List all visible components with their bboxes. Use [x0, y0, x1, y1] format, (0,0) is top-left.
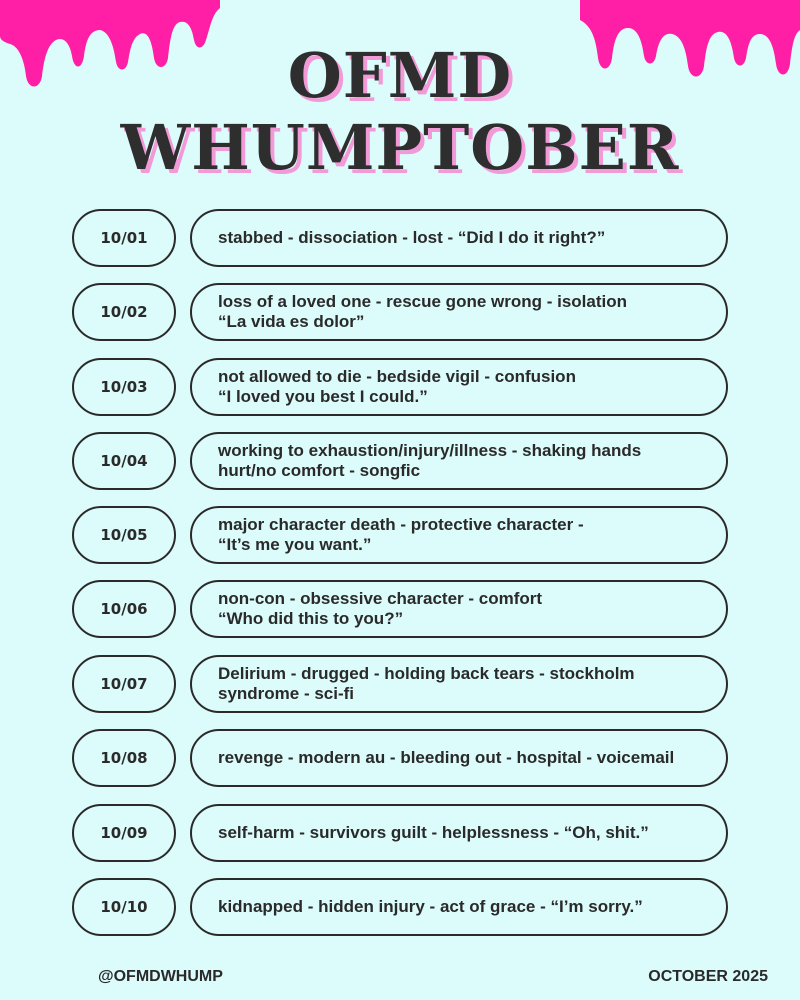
date-pill: 10/04	[72, 432, 176, 490]
footer-date: OCTOBER 2025	[648, 968, 768, 985]
prompt-row	[72, 804, 728, 866]
prompt-text: stabbed - dissociation - lost - “Did I do it right?”	[218, 228, 606, 247]
prompt-pill	[190, 878, 728, 936]
date-pill: 10/06	[72, 580, 176, 638]
prompt-pill	[190, 358, 728, 416]
page-title-line-1: OFMD	[287, 39, 513, 112]
prompt-row	[72, 655, 728, 717]
prompt-pill	[190, 580, 728, 638]
prompt-row	[72, 878, 728, 940]
footer-handle: @OFMDWHUMP	[98, 968, 223, 985]
prompt-pill	[190, 506, 728, 564]
date-pill: 10/05	[72, 506, 176, 564]
prompt-pill	[190, 655, 728, 713]
prompt-pill	[190, 209, 728, 267]
prompt-text: “I loved you best I could.”	[218, 387, 428, 406]
prompt-text: major character death - protective character -	[218, 515, 584, 534]
date-pill: 10/02	[72, 283, 176, 341]
prompt-row	[72, 358, 728, 420]
date-pill: 10/07	[72, 655, 176, 713]
prompt-pill	[190, 432, 728, 490]
prompt-text: working to exhaustion/injury/illness - shaking hands	[218, 441, 642, 460]
prompt-text: Delirium - drugged - holding back tears - stockholm	[218, 664, 635, 683]
date-pill: 10/01	[72, 209, 176, 267]
prompt-text: loss of a loved one - rescue gone wrong - isolation	[218, 292, 628, 311]
prompt-row	[72, 432, 728, 494]
prompt-pill	[190, 729, 728, 787]
prompt-text: hurt/no comfort - songfic	[218, 461, 421, 480]
date-pill: 10/10	[72, 878, 176, 936]
prompt-text: “La vida es dolor”	[218, 312, 365, 331]
prompt-text: non-con - obsessive character - comfort	[218, 589, 543, 608]
prompt-text: syndrome - sci-fi	[218, 684, 355, 703]
prompt-pill	[190, 804, 728, 862]
prompt-pill	[190, 283, 728, 341]
prompt-row	[72, 580, 728, 642]
prompt-text: “It’s me you want.”	[218, 535, 372, 554]
prompt-text: “Who did this to you?”	[218, 609, 404, 628]
date-pill: 10/08	[72, 729, 176, 787]
prompt-text: revenge - modern au - bleeding out - hospital - voicemail	[218, 748, 675, 767]
prompt-row	[72, 283, 728, 345]
prompt-text: kidnapped - hidden injury - act of grace - “I’m sorry.”	[218, 897, 643, 916]
prompt-text: self-harm - survivors guilt - helplessness - “Oh, shit.”	[218, 823, 649, 842]
prompt-row	[72, 506, 728, 568]
prompt-text: not allowed to die - bedside vigil - confusion	[218, 367, 576, 386]
date-pill: 10/09	[72, 804, 176, 862]
page-title-line-2: WHUMPTOBER	[120, 111, 680, 184]
date-pill: 10/03	[72, 358, 176, 416]
prompt-row	[72, 729, 728, 791]
prompt-row	[72, 209, 728, 271]
